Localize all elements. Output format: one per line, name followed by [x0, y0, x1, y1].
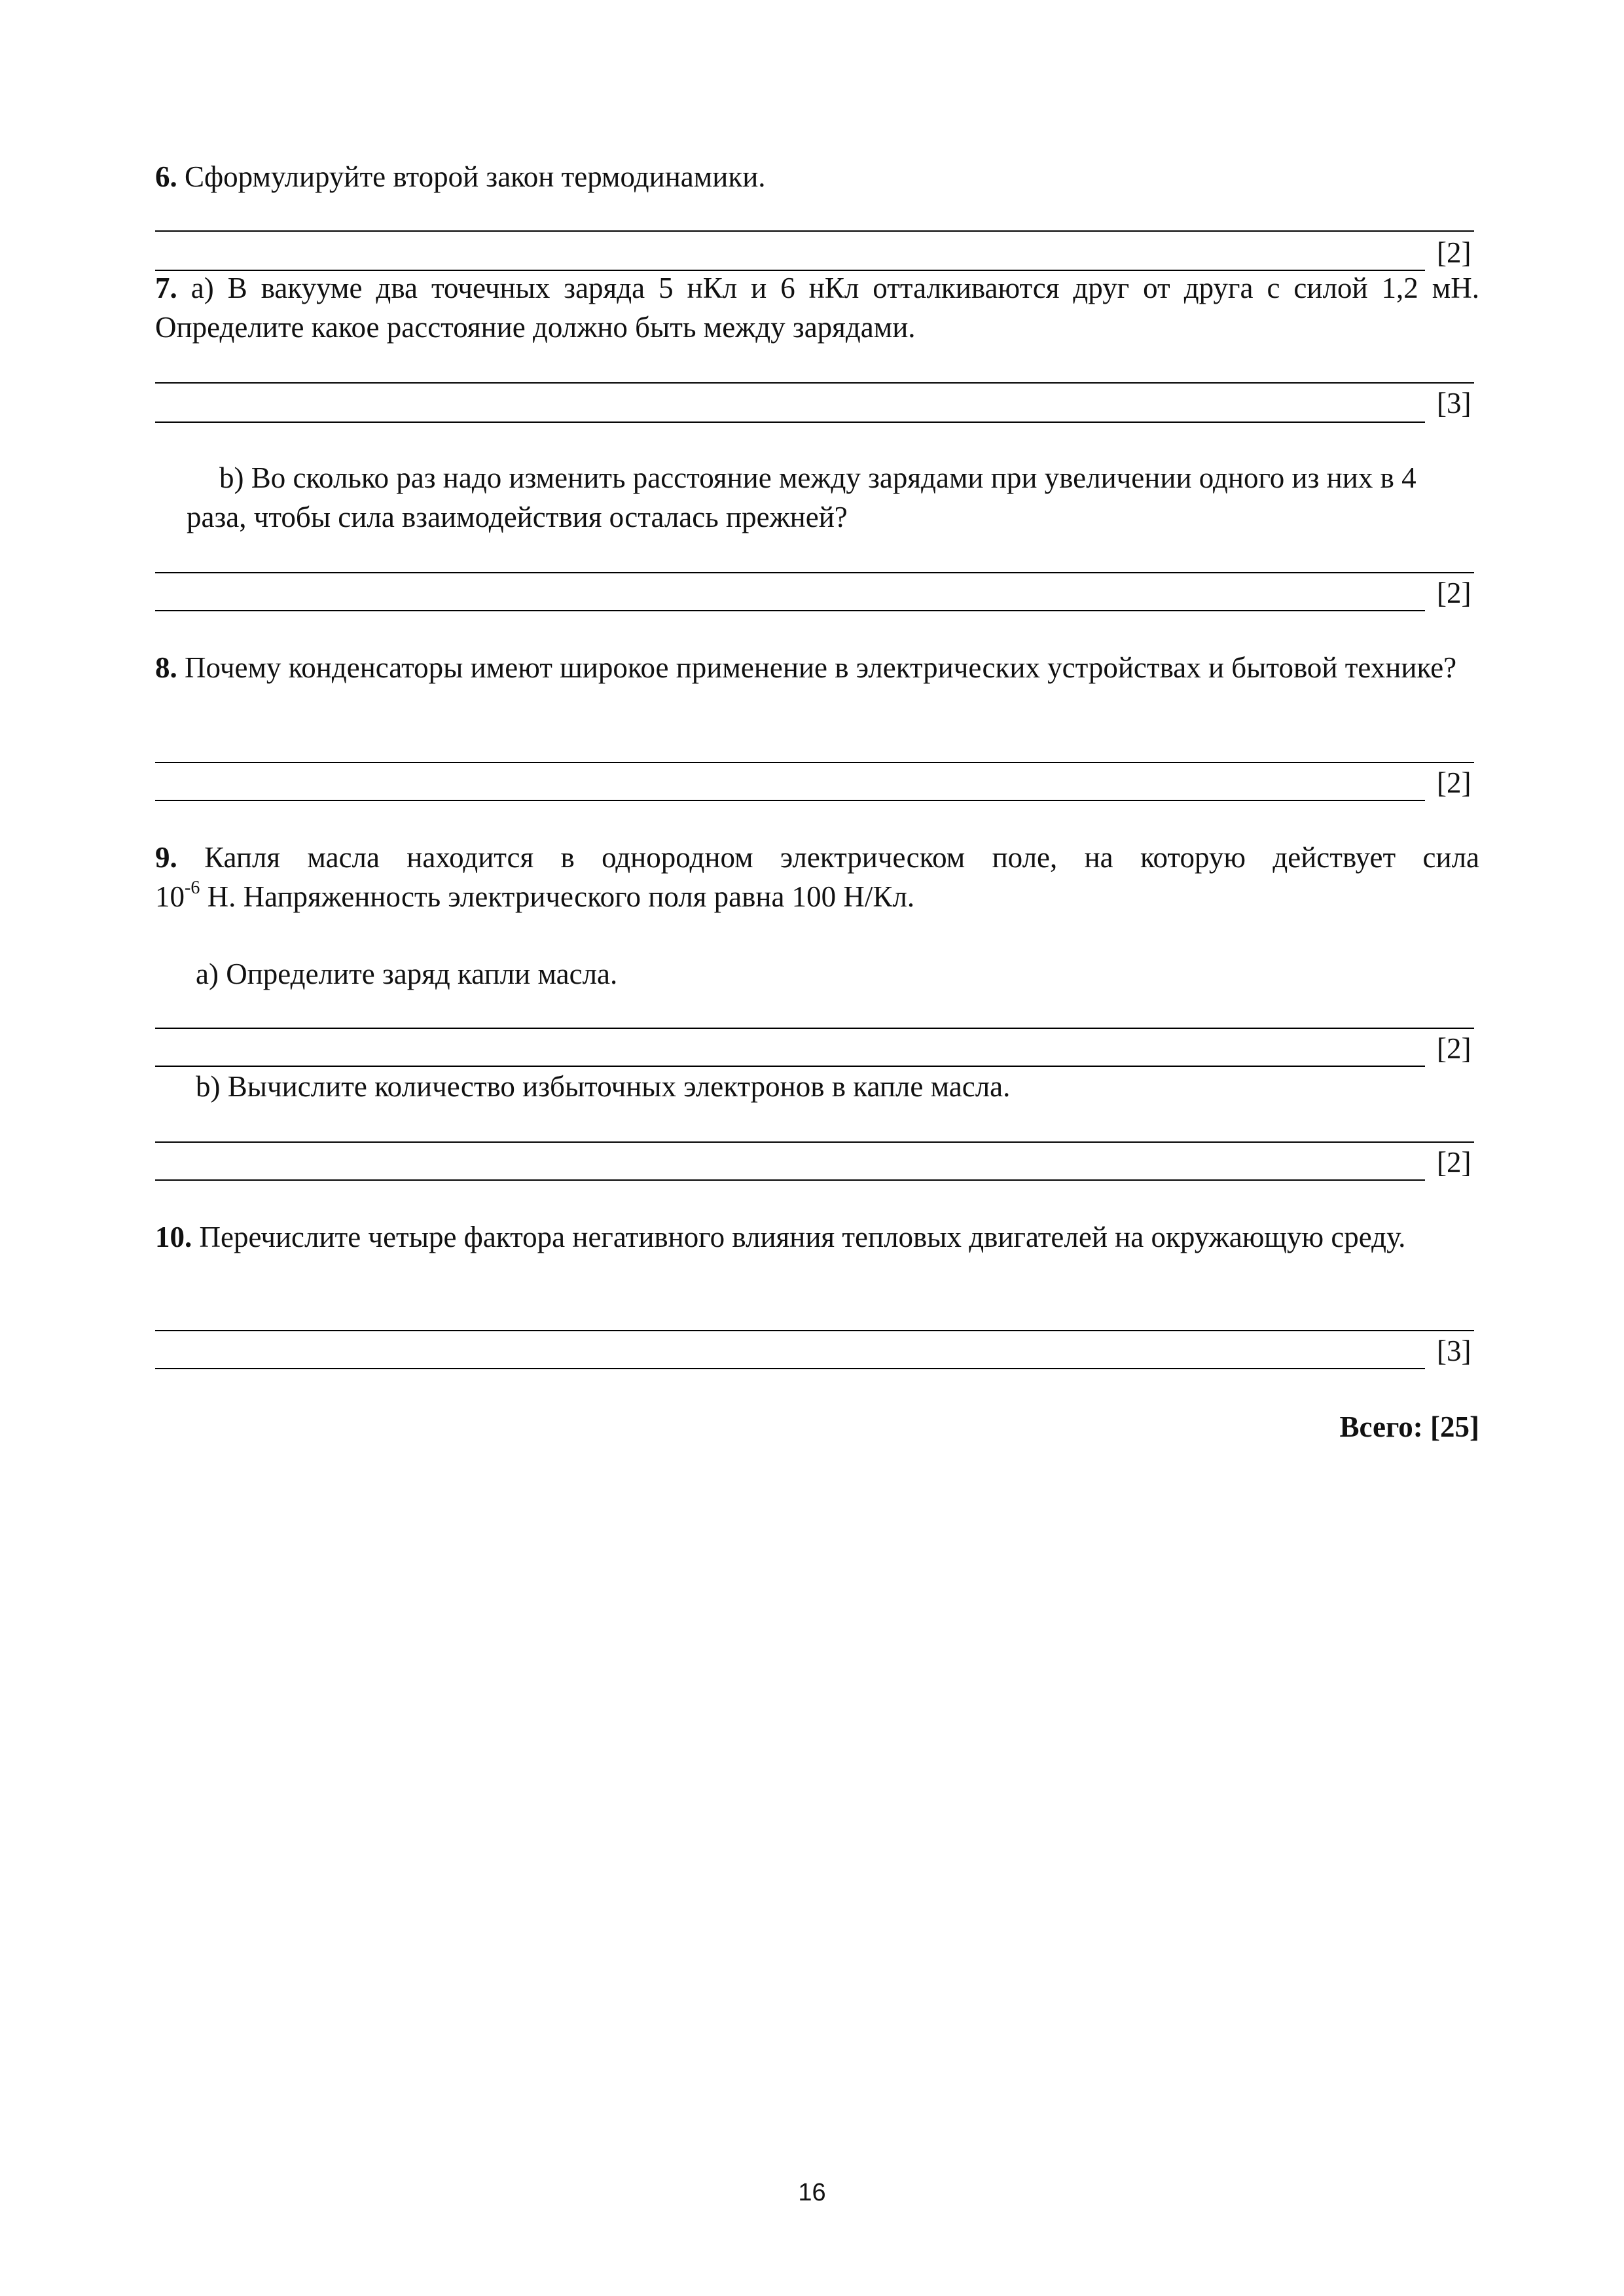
answer-line[interactable]	[155, 422, 1425, 423]
answer-line[interactable]	[155, 1141, 1474, 1143]
page-number: 16	[798, 2179, 826, 2206]
question-8	[155, 648, 1479, 687]
question-10-text: 10. Перечислите четыре фактора негативного влияния тепловых двигателей на окружающую среду.	[155, 1221, 1406, 1253]
question-9	[155, 838, 1479, 916]
score-mark: [2]	[1437, 577, 1471, 609]
total-score: Всего: [25]	[1339, 1410, 1479, 1443]
question-number: 8.	[155, 651, 177, 684]
question-6	[155, 157, 1479, 196]
score-mark: [3]	[1437, 1335, 1471, 1367]
answer-line[interactable]	[155, 762, 1474, 763]
question-8-text: 8. Почему конденсаторы имеют широкое применение в электрических устройствах и бытовой технике?	[155, 651, 1457, 684]
question-number: 7.	[155, 272, 177, 304]
score-mark: [2]	[1437, 766, 1471, 799]
question-number: 9.	[155, 841, 177, 874]
question-9b-text: b) Вычислите количество избыточных электронов в капле масла.	[196, 1070, 1011, 1103]
answer-line[interactable]	[155, 1179, 1425, 1181]
answer-line[interactable]	[155, 1330, 1474, 1331]
answer-line[interactable]	[155, 1368, 1425, 1369]
score-mark: [2]	[1437, 236, 1471, 269]
score-mark: [3]	[1437, 387, 1471, 420]
question-number: 10.	[155, 1221, 192, 1253]
answer-line[interactable]	[155, 1028, 1474, 1029]
question-7a-text: 7. a) В вакууме два точечных заряда 5 нКл и 6 нКл отталкиваются друг от друга с силой 1,2 мН. Определите какое расстояние должно быть между зарядами.	[155, 272, 1479, 344]
answer-line[interactable]	[155, 610, 1425, 611]
question-number: 6.	[155, 160, 177, 193]
question-9-text-line2: $10^{-6}$ Н. Напряженность электрического поля равна 100 Н/Кл.	[155, 878, 915, 913]
question-10	[155, 1217, 1479, 1257]
question-9-text: 9. Капля масла находится в однородном электрическом поле, на которую действует сила	[155, 841, 1479, 874]
question-9b	[155, 1067, 1520, 1106]
question-9a-text: a) Определите заряд капли масла.	[196, 958, 618, 990]
question-7b-text: b) Во сколько раз надо изменить расстояние между зарядами при увеличении одного из них в 4 раза, чтобы сила взаимодействия осталась прежней?	[187, 461, 1416, 533]
question-7b	[155, 458, 1512, 537]
question-9a	[155, 954, 1520, 994]
question-6-text: 6. Сформулируйте второй закон термодинамики.	[155, 160, 766, 193]
question-7a	[155, 268, 1479, 347]
answer-line[interactable]	[155, 230, 1474, 232]
answer-line[interactable]	[155, 572, 1474, 573]
score-mark: [2]	[1437, 1032, 1471, 1065]
answer-line[interactable]	[155, 800, 1425, 801]
answer-line[interactable]	[155, 382, 1474, 384]
score-mark: [2]	[1437, 1146, 1471, 1179]
